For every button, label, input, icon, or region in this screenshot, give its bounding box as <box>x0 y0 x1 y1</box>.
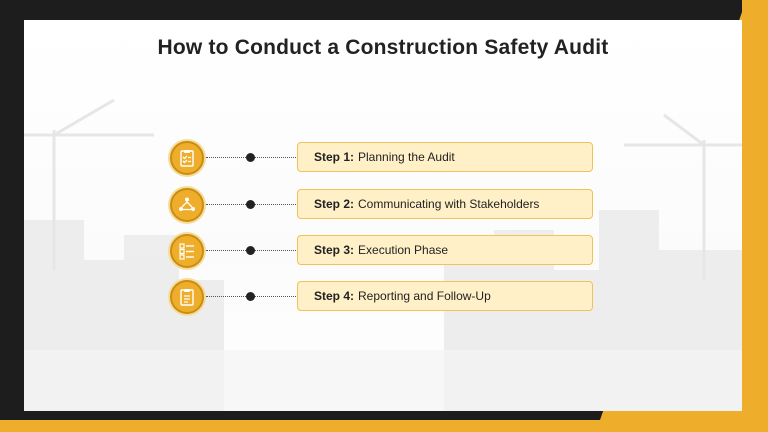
connector-node <box>246 200 255 209</box>
step-1-box <box>297 142 593 172</box>
step-3-box <box>297 235 593 265</box>
step-4-box <box>297 281 593 311</box>
connector-node <box>246 292 255 301</box>
report-clipboard-icon <box>170 280 204 314</box>
step-number: Step 4: <box>314 289 355 303</box>
connector-node <box>246 246 255 255</box>
step-number: Step 3: <box>314 243 355 257</box>
step-row-3 <box>24 234 742 268</box>
step-number: Step 1: <box>314 150 355 164</box>
step-label: Planning the Audit <box>358 150 455 164</box>
people-network-icon <box>170 188 204 222</box>
connector-node <box>246 153 255 162</box>
step-label: Communicating with Stakeholders <box>358 197 540 211</box>
step-row-1 <box>24 141 742 175</box>
step-row-2 <box>24 188 742 222</box>
step-number: Step 2: <box>314 197 355 211</box>
slide-panel <box>24 20 742 411</box>
checklist-icon <box>170 234 204 268</box>
step-2-box <box>297 189 593 219</box>
clipboard-checklist-icon <box>170 141 204 175</box>
step-label: Execution Phase <box>358 243 449 257</box>
page-title: How to Conduct a Construction Safety Audit <box>157 36 609 59</box>
step-label: Reporting and Follow-Up <box>358 289 491 303</box>
step-row-4 <box>24 280 742 314</box>
